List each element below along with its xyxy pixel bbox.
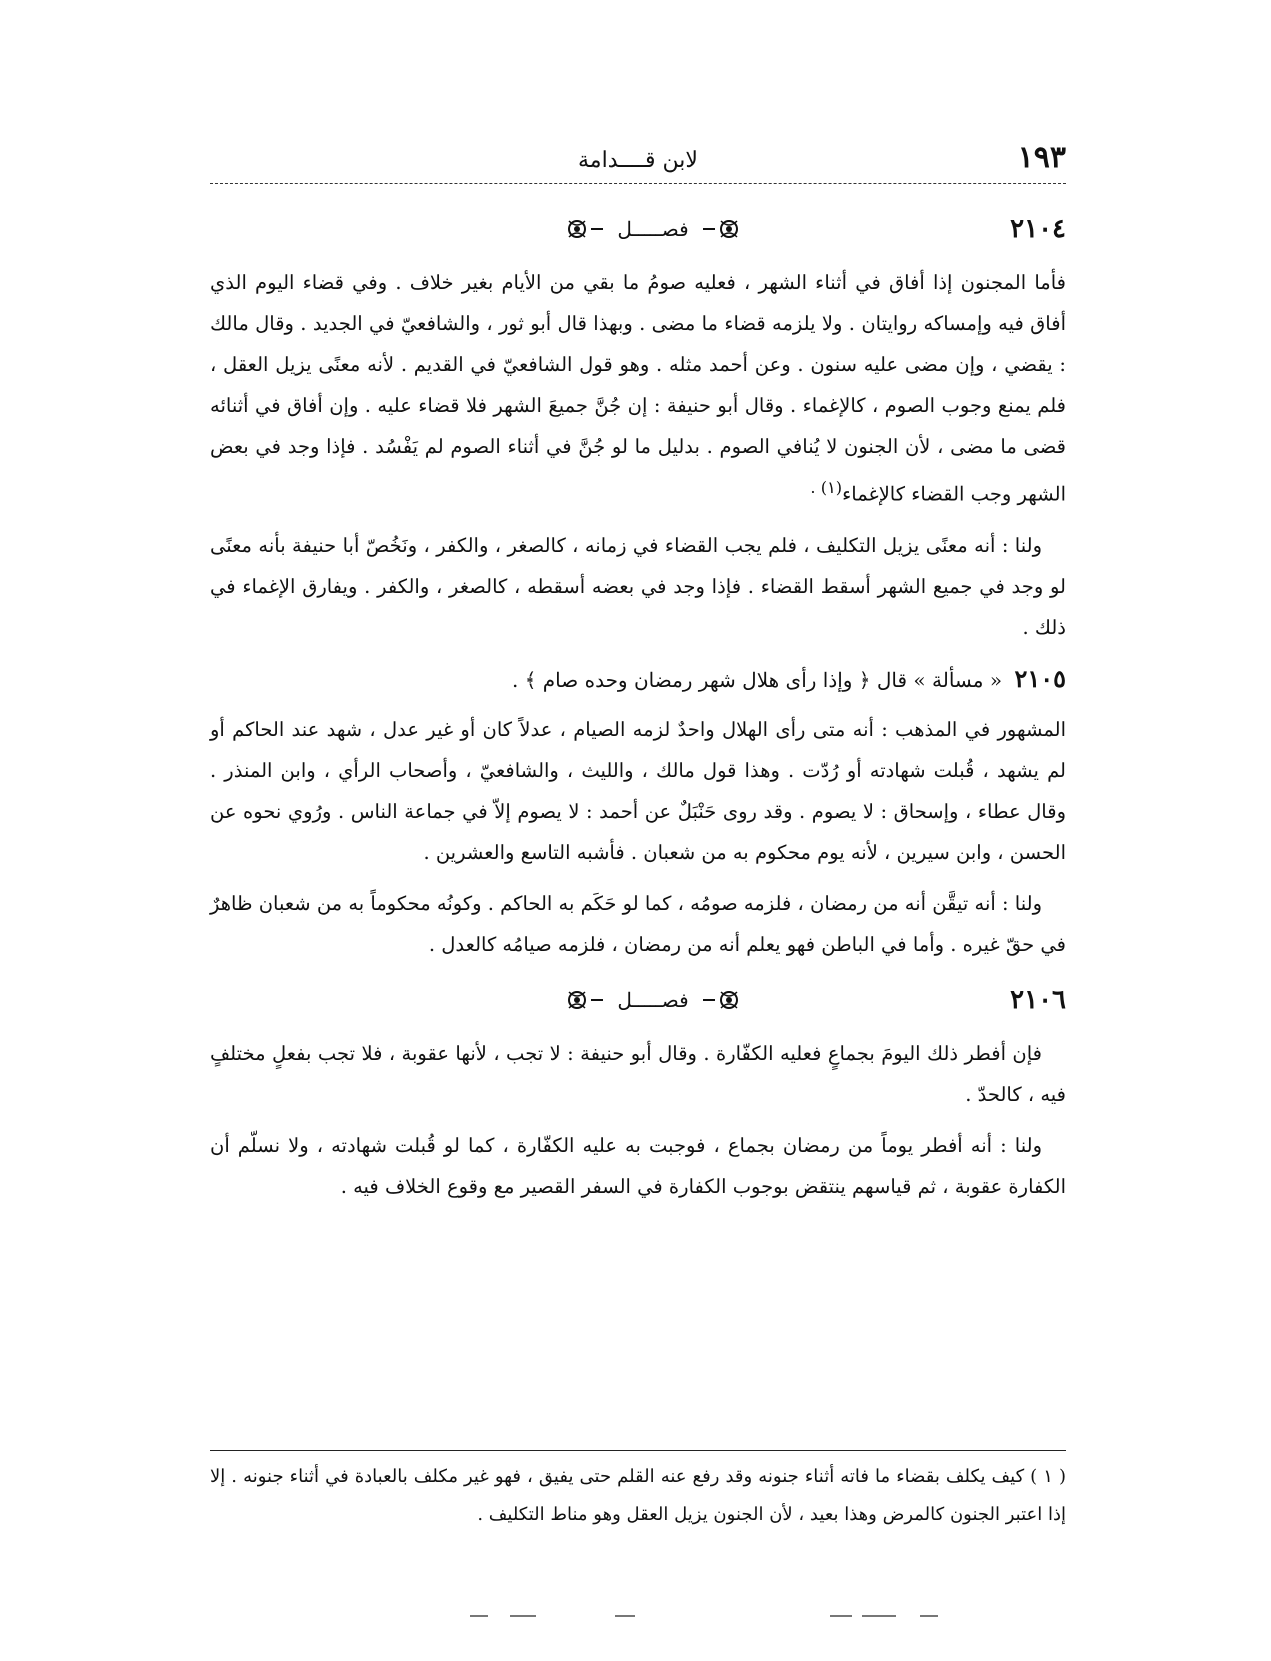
scan-artifact [920, 1615, 938, 1617]
ornament-icon [701, 217, 747, 241]
footnote: ( ١ ) كيف يكلف بقضاء ما فاته أثناء جنونه وقد رفع عنه القلم حتى يفيق ، فهو غير مكلف بالعبادة في أثناء جنونه . إلا إذا اعتبر الجنون كالمرض وهذا بعيد ، لأن الجنون يزيل العقل وهو مناط التكليف . [210, 1466, 1067, 1525]
page-body [210, 200, 1066, 1217]
paragraph: فأما المجنون إذا أفاق في أثناء الشهر ، فعليه صومُ ما بقي من الأيام بغير خلاف . وفي قضاء اليوم الذي أفاق فيه وإمساكه روايتان . ولا يلزمه قضاء ما مضى . وبهذا قال أبو ثور ، والشافعيّ في الجديد . وقال مالك : يقضي ، وإن مضى عليه سنون . وعن أحمد مثله . وهو قول الشافعيّ في القديم . لأنه معنًى يزيل العقل ، فلم يمنع وجوب الصوم ، كالإغماء . وقال أبو حنيفة : إن جُنَّ جميعَ الشهر فلا قضاء عليه . وإن أفاق في أثنائه قضى ما مضى ، لأن الجنون لا يُنافي الصوم . بدليل ما لو جُنَّ في أثناء الصوم لم يَفْسُد . فإذا وجد في بعض الشهر وجب القضاء كالإغماء$^{(١) .}$ [210, 271, 1066, 506]
section-title: فصـــــل [617, 987, 689, 1012]
ornament-icon [701, 988, 747, 1012]
paragraph: ولنا : أنه أفطر يوماً من رمضان بجماع ، فوجبت به عليه الكفّارة ، كما لو قُبلت شهادته ، ولا نسلّم أن الكفارة عقوبة ، ثم قياسهم ينتقض بوجوب الكفارة في السفر القصير مع وقوع الخلاف فيه . [210, 1133, 1066, 1198]
masala-heading [210, 658, 1066, 701]
page-number: ١٩٣ [1017, 140, 1066, 175]
running-title: لابن قــــدامة [578, 148, 698, 173]
footnote-ref: (١) . [810, 478, 843, 497]
masala-text: « مسألة » قال ﴿ وإذا رأى هلال شهر رمضان وحده صام ﴾ . [511, 667, 1003, 692]
section-number: ٢١٠٤ [1010, 214, 1066, 244]
paragraph: فإن أفطر ذلك اليومَ بجماعٍ فعليه الكفّارة . وقال أبو حنيفة : لا تجب ، لأنها عقوبة ، فلا تجب بفعلٍ مختلفٍ فيه ، كالحدّ . [210, 1041, 1066, 1106]
paragraph: ولنا : أنه معنًى يزيل التكليف ، فلم يجب القضاء في زمانه ، كالصغر ، والكفر ، ونَخُصّ أبا حنيفة بأنه معنًى لو وجد في جميع الشهر أسقط القضاء . فإذا وجد في بعضه أسقطه ، كالصغر ، والكفر . ويفارق الإغماء في ذلك . [210, 533, 1066, 639]
paragraph: ولنا : أنه تيقَّن أنه من رمضان ، فلزمه صومُه ، كما لو حَكَم به الحاكم . وكونُه محكوماً به من شعبان ظاهرٌ في حقّ غيره . وأما في الباطن فهو يعلم أنه من رمضان ، فلزمه صيامُه كالعدل . [210, 891, 1066, 956]
scan-artifact [830, 1615, 852, 1617]
section-number: ٢١٠٦ [1010, 984, 1066, 1015]
ornament-icon [559, 988, 605, 1012]
scan-artifact [862, 1615, 896, 1617]
section-heading-2104 [210, 204, 1066, 254]
scan-artifact [470, 1615, 488, 1617]
paragraph: المشهور في المذهب : أنه متى رأى الهلال واحدٌ لزمه الصيام ، عدلاً كان أو غير عدل ، شهد عند الحاكم أو لم يشهد ، قُبلت شهادته أو رُدّت . وهذا قول مالك ، والليث ، والشافعيّ ، وأصحاب الرأي ، وابن المنذر . وقال عطاء ، وإسحاق : لا يصوم . وقد روى حَنْبَلٌ عن أحمد : لا يصوم إلاّ في جماعة الناس . ورُوي نحوه عن الحسن ، وابن سيرين ، لأنه يوم محكوم به من شعبان . فأشبه التاسع والعشرين . [210, 717, 1066, 864]
scan-artifact [510, 1615, 536, 1617]
scan-artifact [615, 1615, 635, 1617]
section-heading-2106 [210, 975, 1066, 1025]
section-title: فصـــــل [617, 217, 689, 241]
masala-number: ٢١٠٥ [1014, 663, 1066, 693]
footnote-divider [210, 1450, 1066, 1451]
ornament-icon [559, 217, 605, 241]
page-header [210, 125, 1066, 184]
